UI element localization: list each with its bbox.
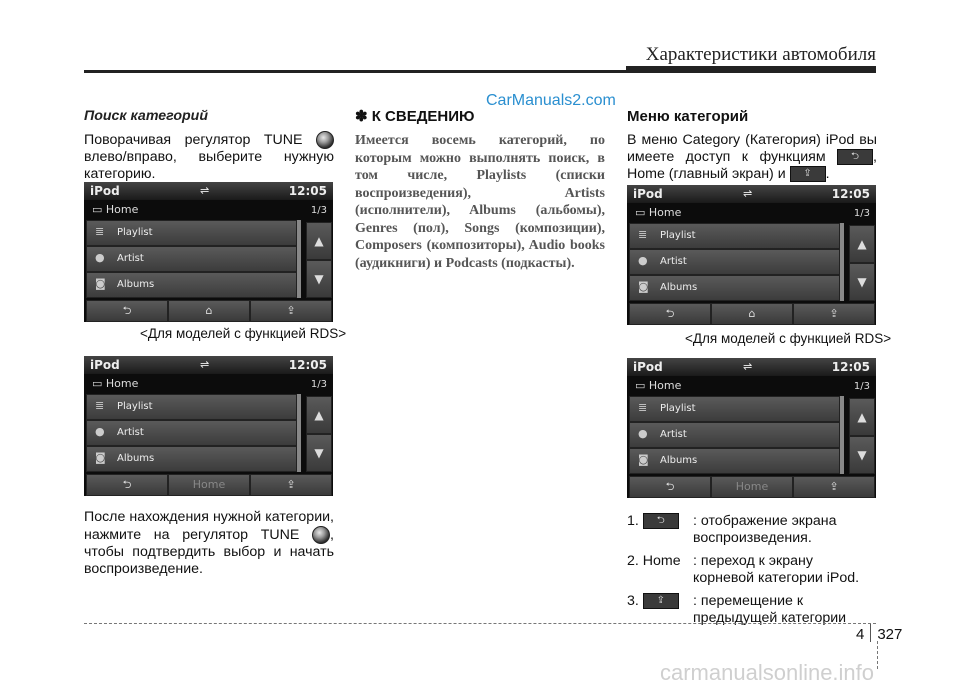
source-label: iPod [90,358,120,372]
up-folder-button[interactable]: ⇪ [250,300,332,322]
playlist-icon: ≣ [95,399,105,412]
scroll-down-button[interactable]: ▼ [306,260,332,298]
list-item[interactable]: ● Artist [629,249,840,275]
list-item[interactable]: ● Artist [629,422,840,448]
text: . [825,166,830,182]
column-3 [627,108,877,183]
list-item[interactable]: ● Artist [86,420,297,446]
text: влево/вправо, выберите нужную категорию. [84,149,334,182]
text: В меню Category (Категория) iPod вы имеете доступ к функциям [627,132,877,165]
scroll-up-button[interactable]: ▲ [849,398,875,436]
scroll-down-button[interactable]: ▼ [306,434,332,472]
page-indicator: 1/3 [853,381,870,392]
back-button[interactable]: ⮌ [86,300,168,322]
list-item[interactable]: ◙ Albums [629,275,840,301]
ipod-screen-rds [627,185,876,325]
back-button[interactable]: ⮌ [629,476,711,498]
up-folder-button[interactable]: ⇪ [793,476,875,498]
list-item[interactable]: ◙ Albums [629,448,840,474]
text: Поворачивая регулятор TUNE [84,131,303,148]
paragraph [627,132,877,183]
bottom-bar [86,474,331,494]
ipod-screen [84,356,333,496]
list-item[interactable]: ≣ Playlist [86,220,297,246]
ipod-screen-rds [84,182,333,322]
source-label: iPod [633,360,663,374]
up-folder-button-icon: ⇪ [643,593,679,609]
artist-icon: ● [638,254,648,267]
paragraph [84,131,334,183]
section-heading: Поиск категорий [84,108,209,124]
folder-home[interactable]: ▭ Home [92,203,139,216]
section-heading: Меню категорий [627,108,749,125]
watermark-bottom: carmanualsonline.info [660,660,875,685]
artist-icon: ● [95,251,105,264]
back-button-icon: ⮌ [643,513,679,529]
page-indicator: 1/3 [310,205,327,216]
folder-home[interactable]: ▭ Home [635,206,682,219]
album-icon: ◙ [638,280,649,293]
list-item[interactable]: ≣ Playlist [629,223,840,249]
source-label: iPod [633,187,663,201]
album-icon: ◙ [95,451,106,464]
scroll-down-button[interactable]: ▼ [849,436,875,474]
clock: 12:05 [831,360,870,374]
source-label: iPod [90,184,120,198]
home-button[interactable]: Home [168,474,250,496]
text: , чтобы подтвердить выбор и начать воспроизведение. [84,526,334,577]
header-rule [84,70,876,73]
page-number: 4 327 [856,626,903,643]
folder-home[interactable]: ▭ Home [92,377,139,390]
column-1 [84,108,334,183]
scrollbar[interactable] [297,220,301,298]
playlist-icon: ≣ [638,228,648,241]
bottom-bar [629,303,874,323]
scroll-up-button[interactable]: ▲ [306,222,332,260]
back-button[interactable]: ⮌ [86,474,168,496]
text: , Home (главный экран) и [627,149,877,182]
home-icon-button[interactable]: ⌂ [711,303,793,325]
usb-icon: ⇌ [200,358,210,371]
bottom-bar [86,300,331,320]
column-2 [355,108,605,272]
scroll-down-button[interactable]: ▼ [849,263,875,301]
album-icon: ◙ [638,453,649,466]
artist-icon: ● [95,425,105,438]
bottom-bar [629,476,874,496]
scroll-up-button[interactable]: ▲ [306,396,332,434]
paragraph [84,509,334,578]
list-item[interactable]: ◙ Albums [86,446,297,472]
playlist-icon: ≣ [95,225,105,238]
text: После нахождения нужной категории, нажмите на регулятор TUNE [84,509,334,543]
page-indicator: 1/3 [310,379,327,390]
scrollbar[interactable] [840,396,844,474]
artist-icon: ● [638,427,648,440]
header-title: Характеристики автомобиля [645,44,876,65]
legend-item: 2. Home : переход к экрану корневой категории iPod. [627,553,860,586]
scroll-up-button[interactable]: ▲ [849,225,875,263]
clock: 12:05 [288,358,327,372]
playlist-icon: ≣ [638,401,648,414]
folder-home[interactable]: ▭ Home [635,379,682,392]
list-item[interactable]: ≣ Playlist [86,394,297,420]
tune-knob-icon [312,526,330,544]
usb-icon: ⇌ [743,187,753,200]
back-button[interactable]: ⮌ [629,303,711,325]
up-folder-button[interactable]: ⇪ [793,303,875,325]
clock: 12:05 [831,187,870,201]
ipod-screen [627,358,876,498]
watermark-top: CarManuals2.com [486,92,616,109]
list-item[interactable]: ● Artist [86,246,297,272]
scrollbar[interactable] [840,223,844,301]
up-folder-button-icon: ⇪ [790,166,826,182]
caption-rds: <Для моделей с функцией RDS> [140,326,347,341]
tune-knob-icon [316,131,334,149]
album-icon: ◙ [95,277,106,290]
column-1-bottom [84,509,334,578]
legend-item: 3. ⇪ : перемещение к предыдущей категории [627,593,847,626]
home-icon-button[interactable]: ⌂ [168,300,250,322]
up-folder-button[interactable]: ⇪ [250,474,332,496]
footer-rule [84,623,876,624]
scrollbar[interactable] [297,394,301,472]
note-heading: ✽ К СВЕДЕНИЮ [355,108,475,125]
back-button-icon: ⮌ [837,149,873,165]
list-item[interactable]: ◙ Albums [86,272,297,298]
caption-rds: <Для моделей с функцией RDS> [685,331,892,346]
footer-divider [877,641,878,669]
clock: 12:05 [288,184,327,198]
note-body: Имеется восемь категорий, по которым можно выполнять поиск, в том числе, Playlists (списки воспроизведения), Artists (исполнители), Albums (альбомы), Genres (пол), Songs (композиции), Composers (композиторы), Audio books (аудикниги) и Podcasts (подкасты). [355,133,605,271]
usb-icon: ⇌ [200,184,210,197]
legend-item: 1. ⮌ : отображение экрана воспроизведения. [627,513,837,546]
list-item[interactable]: ≣ Playlist [629,396,840,422]
button-legend [627,513,877,633]
page-indicator: 1/3 [853,208,870,219]
usb-icon: ⇌ [743,360,753,373]
home-button[interactable]: Home [711,476,793,498]
